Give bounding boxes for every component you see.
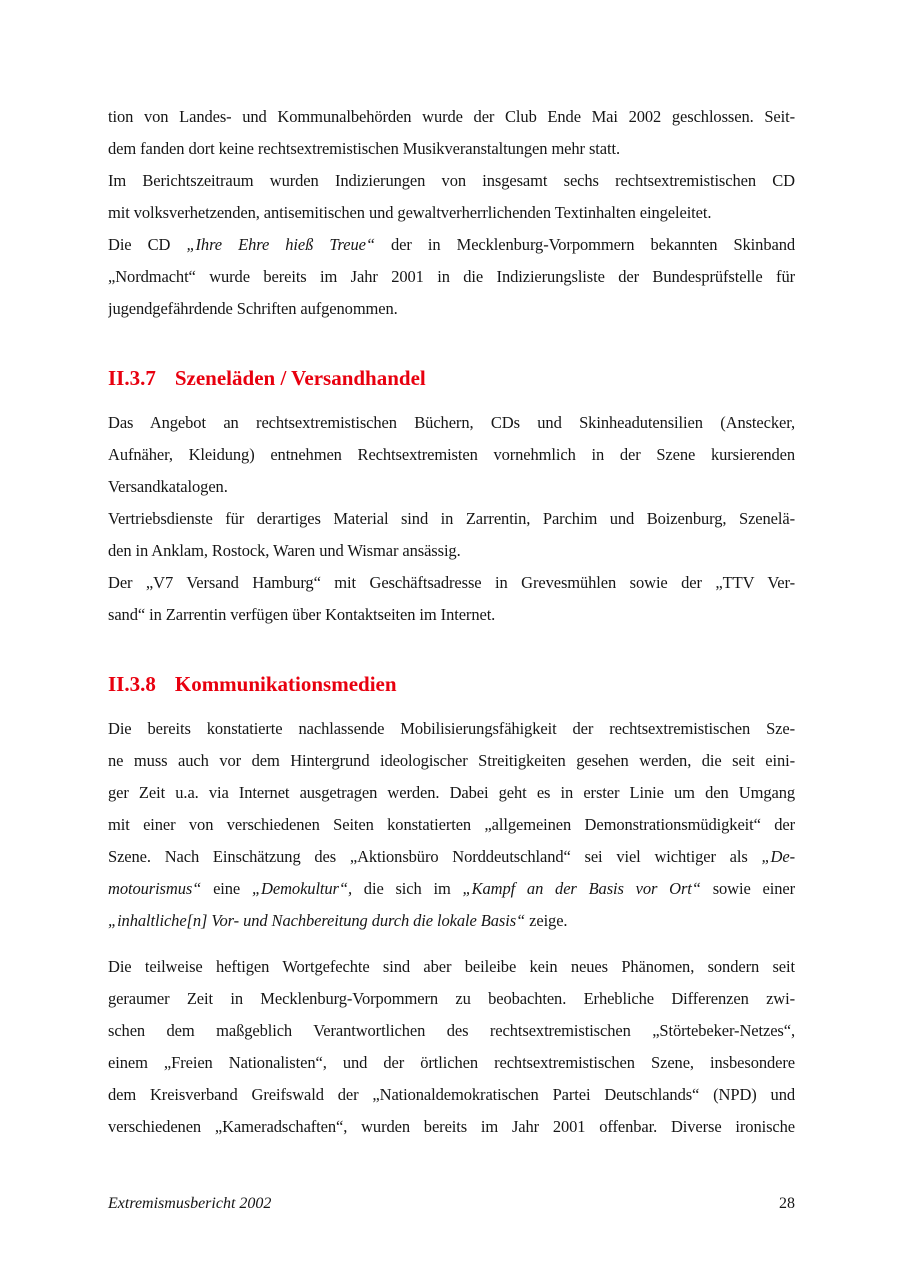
body-text: mit volksverhetzenden, antisemitischen und gewaltverherrlichenden Textinhalten eingeleitet. (108, 203, 712, 222)
text-line (108, 261, 795, 293)
body-text: ger Zeit u.a. via Internet ausgetragen werden. Dabei geht es in erster Linie um den Umgang (108, 783, 795, 802)
body-text: Die teilweise heftigen Wortgefechte sind aber beileibe kein neues Phänomen, sondern seit (108, 957, 795, 976)
text-line (108, 599, 795, 631)
body-text: Im Berichtszeitraum wurden Indizierungen von insgesamt sechs rechtsextremistischen CD (108, 171, 795, 190)
para-versandhandel (108, 407, 795, 631)
body-text: den in Anklam, Rostock, Waren und Wismar ansässig. (108, 541, 461, 560)
text-line (108, 229, 795, 261)
body-text: tion von Landes- und Kommunalbehörden wurde der Club Ende Mai 2002 geschlossen. Seit- (108, 107, 795, 126)
body-text: „Nordmacht“ wurde bereits im Jahr 2001 in die Indizierungsliste der Bundesprüfstelle für (108, 267, 795, 286)
text-line (108, 439, 795, 471)
quoted-italic-text: „Ihre Ehre hieß Treue“ (186, 235, 375, 254)
body-text: sowie einer (700, 879, 795, 898)
text-line (108, 535, 795, 567)
quoted-italic-text: motourismus“ (108, 879, 202, 898)
body-text: jugendgefährdende Schriften aufgenommen. (108, 299, 398, 318)
heading-title: Szeneläden / Versandhandel (174, 366, 426, 390)
text-line (108, 841, 795, 873)
heading-number: II.3.8 (108, 672, 156, 696)
body-text: eine (201, 879, 252, 898)
para-kommunikationsmedien-2 (108, 951, 795, 1143)
quoted-italic-text: „De- (761, 847, 795, 866)
text-line (108, 471, 795, 503)
text-line (108, 1111, 795, 1143)
quoted-italic-text: „Demokultur“, (251, 879, 352, 898)
text-line (108, 951, 795, 983)
text-line (108, 133, 795, 165)
page-footer (108, 1192, 795, 1216)
heading-number: II.3.7 (108, 366, 156, 390)
text-line (108, 293, 795, 325)
text-line (108, 407, 795, 439)
body-text: die sich im (351, 879, 463, 898)
text-line (108, 503, 795, 535)
body-text: dem Kreisverband Greifswald der „Nationaldemokratischen Partei Deutschlands“ (NPD) und (108, 1085, 795, 1104)
text-line (108, 165, 795, 197)
text-line (108, 905, 795, 937)
body-text: schen dem maßgeblich Verantwortlichen des rechtsextremistischen „Störtebeker-Netzes“, (108, 1021, 795, 1040)
body-text: dem fanden dort keine rechtsextremistischen Musikveranstaltungen mehr statt. (108, 139, 620, 158)
body-text: der in Mecklenburg-Vorpommern bekannten Skinband (374, 235, 795, 254)
body-text: Die CD (108, 235, 187, 254)
quoted-italic-text: „Kampf an der Basis vor Ort“ (462, 879, 701, 898)
body-text: Versandkatalogen. (108, 477, 228, 496)
text-line (108, 1015, 795, 1047)
text-line (108, 777, 795, 809)
body-text: einem „Freien Nationalisten“, und der örtlichen rechtsextremistischen Szene, insbesondere (108, 1053, 795, 1072)
body-text: Der „V7 Versand Hamburg“ mit Geschäftsadresse in Grevesmühlen sowie der „TTV Ver- (108, 573, 795, 592)
text-line (108, 745, 795, 777)
text-line (108, 1047, 795, 1079)
body-text: geraumer Zeit in Mecklenburg-Vorpommern zu beobachten. Erhebliche Differenzen zwi- (108, 989, 795, 1008)
heading-title: Kommunikationsmedien (174, 672, 397, 696)
body-text: Szene. Nach Einschätzung des „Aktionsbüro Norddeutschland“ sei viel wichtiger als (108, 847, 762, 866)
text-line (108, 873, 795, 905)
text-line (108, 809, 795, 841)
text-line (108, 1079, 795, 1111)
text-line (108, 197, 795, 229)
page-body-text (108, 101, 795, 1143)
body-text: Vertriebsdienste für derartiges Material sind in Zarrentin, Parchim und Boizenburg, Szenelä- (108, 509, 795, 528)
text-line (108, 713, 795, 745)
body-text: Aufnäher, Kleidung) entnehmen Rechtsextremisten vornehmlich in der Szene kursierenden (108, 445, 795, 464)
body-text: Das Angebot an rechtsextremistischen Büchern, CDs und Skinheadutensilien (Anstecker, (108, 413, 795, 432)
text-line (108, 567, 795, 599)
para-club-indizierung (108, 101, 795, 325)
quoted-italic-text: „inhaltliche[n] Vor- und Nachbereitung durch die lokale Basis“ (108, 911, 526, 930)
body-text: Die bereits konstatierte nachlassende Mobilisierungsfähigkeit der rechtsextremistischen Sze- (108, 719, 795, 738)
text-line (108, 101, 795, 133)
body-text: verschiedenen „Kameradschaften“, wurden bereits im Jahr 2001 offenbar. Diverse ironische (108, 1117, 795, 1136)
body-text: mit einer von verschiedenen Seiten konstatierten „allgemeinen Demonstrationsmüdigkeit“ der (108, 815, 795, 834)
para-kommunikationsmedien-1 (108, 713, 795, 937)
body-text: zeige. (525, 911, 568, 930)
section-heading-ii-3-8 (108, 668, 795, 700)
footer-document-title: Extremismusbericht 2002 (108, 1195, 272, 1212)
page-number: 28 (779, 1195, 795, 1212)
body-text: sand“ in Zarrentin verfügen über Kontaktseiten im Internet. (108, 605, 496, 624)
text-line (108, 983, 795, 1015)
section-heading-ii-3-7 (108, 362, 795, 394)
body-text: ne muss auch vor dem Hintergrund ideologischer Streitigkeiten gesehen werden, die seit eini- (108, 751, 795, 770)
